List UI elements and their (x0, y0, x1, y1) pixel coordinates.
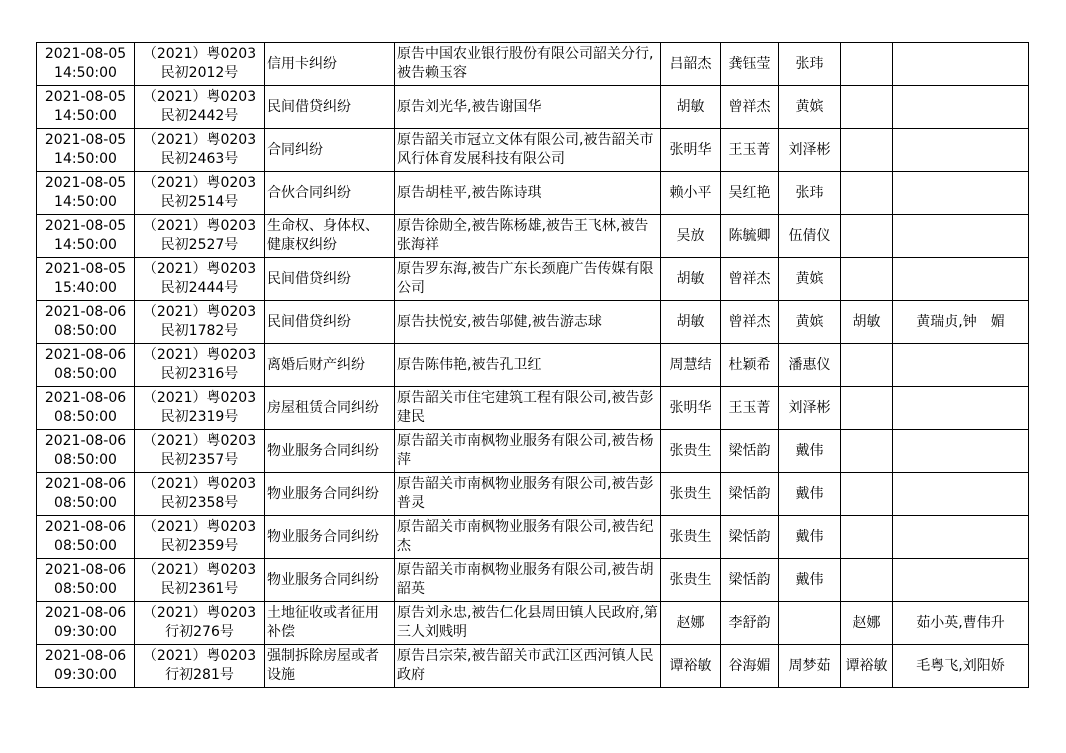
assistant-text: 黄嫔 (795, 98, 824, 115)
judge-text: 赵娜 (676, 614, 705, 631)
juror-cell (841, 516, 893, 559)
assistant-text: 周梦茹 (788, 657, 831, 674)
case-number-cell (135, 258, 265, 301)
judge-text: 周慧结 (669, 356, 712, 373)
judge-cell (661, 473, 721, 516)
clerk-cell (721, 387, 779, 430)
table-row (37, 344, 1029, 387)
juror-cell (841, 473, 893, 516)
other-members-cell (893, 387, 1029, 430)
table-row (37, 43, 1029, 86)
case-cause-cell (265, 172, 395, 215)
parties-text: 原告韶关市南枫物业服务有限公司,被告胡韶英 (397, 562, 654, 597)
hearing-datetime-text: 2021-08-06 (44, 605, 127, 621)
other-members-cell (893, 258, 1029, 301)
other-members-text: 茹小英,曹伟升 (916, 614, 1005, 631)
judge-text: 胡敏 (676, 313, 705, 330)
assistant-text: 黄嫔 (795, 313, 824, 330)
juror-cell (841, 86, 893, 129)
juror-cell (841, 559, 893, 602)
case-cause-cell (265, 473, 395, 516)
hearing-datetime-cell (37, 129, 135, 172)
parties-cell (395, 473, 661, 516)
hearing-datetime-cell (37, 258, 135, 301)
table-row (37, 602, 1029, 645)
case-number-cell (135, 129, 265, 172)
judge-cell (661, 301, 721, 344)
table-row (37, 645, 1029, 688)
case-cause-cell (265, 645, 395, 688)
parties-text: 原告徐勋全,被告陈杨雄,被告王飞林,被告张海祥 (397, 218, 649, 253)
clerk-text: 曾祥杰 (728, 270, 771, 287)
table-row (37, 215, 1029, 258)
judge-text: 吴放 (676, 227, 705, 244)
judge-cell (661, 645, 721, 688)
case-number-text: 行初281号 (165, 667, 234, 683)
case-number-text: 民初2012号 (160, 65, 239, 81)
hearing-datetime-text: 2021-08-05 (44, 261, 127, 277)
case-cause-text: 合伙合同纠纷 (267, 184, 351, 201)
parties-cell (395, 645, 661, 688)
assistant-cell (779, 258, 841, 301)
case-number-cell (135, 301, 265, 344)
parties-cell (395, 129, 661, 172)
case-number-text: 民初2361号 (160, 581, 239, 597)
hearing-datetime-text: 2021-08-06 (44, 390, 127, 406)
hearing-datetime-cell (37, 172, 135, 215)
case-cause-text: 物业服务合同纠纷 (267, 571, 379, 588)
clerk-text: 梁恬韵 (728, 442, 771, 459)
clerk-cell (721, 301, 779, 344)
case-number-text: 民初2357号 (160, 452, 239, 468)
case-number-text: （2021）粤0203 (142, 175, 257, 191)
case-cause-text: 信用卡纠纷 (267, 55, 337, 72)
clerk-cell (721, 602, 779, 645)
parties-cell (395, 215, 661, 258)
juror-text: 赵娜 (852, 614, 881, 631)
hearing-datetime-cell (37, 86, 135, 129)
parties-text: 原告中国农业银行股份有限公司韶关分行,被告赖玉容 (397, 46, 654, 81)
case-number-text: 民初1782号 (160, 323, 239, 339)
hearing-datetime-text: 2021-08-05 (44, 132, 127, 148)
clerk-text: 曾祥杰 (728, 98, 771, 115)
clerk-text: 杜颖希 (728, 356, 771, 373)
clerk-text: 陈毓卿 (728, 227, 771, 244)
assistant-text: 刘泽彬 (788, 141, 831, 158)
case-number-text: 民初2316号 (160, 366, 239, 382)
case-cause-cell (265, 86, 395, 129)
clerk-text: 王玉菁 (728, 141, 771, 158)
clerk-cell (721, 645, 779, 688)
case-number-text: 民初2359号 (160, 538, 239, 554)
other-members-cell (893, 86, 1029, 129)
parties-text: 原告韶关市南枫物业服务有限公司,被告彭普灵 (397, 476, 654, 511)
case-number-text: （2021）粤0203 (142, 347, 257, 363)
hearing-datetime-text: 09:30:00 (54, 624, 117, 640)
case-number-text: （2021）粤0203 (142, 218, 257, 234)
judge-cell (661, 172, 721, 215)
parties-text: 原告罗东海,被告广东长颈鹿广告传媒有限公司 (397, 261, 654, 296)
clerk-cell (721, 86, 779, 129)
judge-cell (661, 258, 721, 301)
case-cause-text: 强制拆除房屋或者设施 (267, 648, 379, 683)
case-cause-cell (265, 430, 395, 473)
assistant-cell (779, 172, 841, 215)
case-cause-text: 离婚后财产纠纷 (267, 356, 365, 373)
judge-cell (661, 215, 721, 258)
case-number-text: （2021）粤0203 (142, 519, 257, 535)
assistant-cell (779, 430, 841, 473)
hearing-datetime-text: 08:50:00 (54, 452, 117, 468)
case-number-text: 民初2463号 (160, 151, 239, 167)
judge-cell (661, 43, 721, 86)
assistant-cell (779, 602, 841, 645)
judge-text: 张贵生 (669, 442, 712, 459)
judge-cell (661, 129, 721, 172)
case-cause-text: 合同纠纷 (267, 141, 323, 158)
case-number-cell (135, 172, 265, 215)
other-members-text: 黄瑞贞,钟 媚 (916, 313, 1005, 330)
case-number-cell (135, 215, 265, 258)
parties-cell (395, 344, 661, 387)
table-row (37, 430, 1029, 473)
clerk-cell (721, 559, 779, 602)
other-members-cell (893, 430, 1029, 473)
clerk-text: 梁恬韵 (728, 485, 771, 502)
parties-cell (395, 301, 661, 344)
other-members-cell (893, 602, 1029, 645)
hearing-datetime-text: 2021-08-05 (44, 175, 127, 191)
clerk-cell (721, 344, 779, 387)
parties-text: 原告韶关市住宅建筑工程有限公司,被告彭建民 (397, 390, 654, 425)
judge-text: 张贵生 (669, 528, 712, 545)
judge-cell (661, 559, 721, 602)
hearing-datetime-text: 2021-08-06 (44, 347, 127, 363)
judge-text: 胡敏 (676, 98, 705, 115)
other-members-cell (893, 172, 1029, 215)
other-members-text: 毛粤飞,刘阳娇 (916, 657, 1005, 674)
parties-cell (395, 430, 661, 473)
clerk-text: 吴红艳 (728, 184, 771, 201)
clerk-text: 曾祥杰 (728, 313, 771, 330)
case-number-text: （2021）粤0203 (142, 648, 257, 664)
judge-text: 吕韶杰 (669, 55, 712, 72)
assistant-text: 张玮 (795, 184, 824, 201)
hearing-datetime-text: 14:50:00 (54, 108, 117, 124)
table-row (37, 172, 1029, 215)
hearing-datetime-text: 14:50:00 (54, 65, 117, 81)
hearing-datetime-text: 08:50:00 (54, 409, 117, 425)
case-number-cell (135, 602, 265, 645)
case-number-cell (135, 344, 265, 387)
hearing-datetime-text: 2021-08-06 (44, 519, 127, 535)
case-number-text: 民初2442号 (160, 108, 239, 124)
parties-text: 原告胡桂平,被告陈诗琪 (397, 184, 542, 201)
juror-cell (841, 645, 893, 688)
parties-text: 原告韶关市南枫物业服务有限公司,被告杨萍 (397, 433, 654, 468)
parties-cell (395, 258, 661, 301)
juror-cell (841, 215, 893, 258)
parties-text: 原告韶关市冠立文体有限公司,被告韶关市风行体育发展科技有限公司 (397, 132, 654, 167)
parties-text: 原告韶关市南枫物业服务有限公司,被告纪杰 (397, 519, 654, 554)
assistant-text: 刘泽彬 (788, 399, 831, 416)
hearing-datetime-text: 2021-08-05 (44, 218, 127, 234)
clerk-text: 梁恬韵 (728, 571, 771, 588)
case-cause-text: 生命权、身体权、健康权纠纷 (267, 218, 379, 253)
hearing-datetime-text: 2021-08-06 (44, 562, 127, 578)
hearing-datetime-text: 2021-08-06 (44, 304, 127, 320)
hearing-datetime-text: 2021-08-06 (44, 648, 127, 664)
other-members-cell (893, 559, 1029, 602)
assistant-text: 戴伟 (795, 442, 824, 459)
case-number-text: （2021）粤0203 (142, 261, 257, 277)
hearing-datetime-text: 2021-08-05 (44, 46, 127, 62)
case-number-text: 行初276号 (165, 624, 234, 640)
case-number-text: （2021）粤0203 (142, 390, 257, 406)
assistant-cell (779, 473, 841, 516)
other-members-cell (893, 516, 1029, 559)
case-number-cell (135, 86, 265, 129)
judge-cell (661, 344, 721, 387)
parties-text: 原告扶悦安,被告邬健,被告游志球 (397, 313, 602, 330)
hearing-datetime-cell (37, 430, 135, 473)
case-number-cell (135, 473, 265, 516)
clerk-text: 梁恬韵 (728, 528, 771, 545)
clerk-cell (721, 172, 779, 215)
table-row (37, 559, 1029, 602)
case-cause-cell (265, 43, 395, 86)
judge-text: 张贵生 (669, 571, 712, 588)
juror-cell (841, 602, 893, 645)
other-members-cell (893, 645, 1029, 688)
hearing-datetime-text: 14:50:00 (54, 194, 117, 210)
juror-cell (841, 301, 893, 344)
juror-text: 谭裕敏 (845, 657, 888, 674)
hearing-datetime-cell (37, 43, 135, 86)
hearing-datetime-text: 2021-08-05 (44, 89, 127, 105)
case-cause-text: 土地征收或者征用补偿 (267, 605, 379, 640)
case-number-cell (135, 387, 265, 430)
assistant-text: 张玮 (795, 55, 824, 72)
table-row (37, 301, 1029, 344)
clerk-text: 谷海媚 (728, 657, 771, 674)
assistant-cell (779, 301, 841, 344)
case-cause-text: 民间借贷纠纷 (267, 98, 351, 115)
other-members-cell (893, 473, 1029, 516)
case-cause-cell (265, 387, 395, 430)
judge-text: 张明华 (669, 399, 712, 416)
assistant-cell (779, 43, 841, 86)
parties-cell (395, 86, 661, 129)
juror-cell (841, 129, 893, 172)
case-number-text: （2021）粤0203 (142, 433, 257, 449)
hearing-datetime-cell (37, 344, 135, 387)
hearing-datetime-text: 14:50:00 (54, 151, 117, 167)
assistant-cell (779, 645, 841, 688)
case-number-text: 民初2444号 (160, 280, 239, 296)
hearing-datetime-text: 08:50:00 (54, 581, 117, 597)
case-cause-cell (265, 559, 395, 602)
hearing-datetime-cell (37, 301, 135, 344)
parties-cell (395, 516, 661, 559)
parties-cell (395, 602, 661, 645)
hearing-datetime-cell (37, 645, 135, 688)
judge-text: 张明华 (669, 141, 712, 158)
assistant-text: 黄嫔 (795, 270, 824, 287)
table-row (37, 86, 1029, 129)
parties-text: 原告陈伟艳,被告孔卫红 (397, 356, 542, 373)
clerk-cell (721, 473, 779, 516)
case-number-text: （2021）粤0203 (142, 46, 257, 62)
assistant-text: 伍倩仪 (788, 227, 831, 244)
clerk-cell (721, 258, 779, 301)
juror-cell (841, 387, 893, 430)
case-cause-cell (265, 258, 395, 301)
case-cause-text: 物业服务合同纠纷 (267, 528, 379, 545)
judge-cell (661, 430, 721, 473)
table-row (37, 516, 1029, 559)
case-cause-text: 房屋租赁合同纠纷 (267, 399, 379, 416)
juror-cell (841, 172, 893, 215)
assistant-cell (779, 387, 841, 430)
hearing-datetime-cell (37, 602, 135, 645)
case-cause-text: 民间借贷纠纷 (267, 270, 351, 287)
case-cause-text: 物业服务合同纠纷 (267, 442, 379, 459)
case-number-text: 民初2358号 (160, 495, 239, 511)
hearing-datetime-text: 08:50:00 (54, 323, 117, 339)
other-members-cell (893, 215, 1029, 258)
hearing-datetime-cell (37, 215, 135, 258)
parties-cell (395, 43, 661, 86)
assistant-text: 戴伟 (795, 528, 824, 545)
judge-text: 赖小平 (669, 184, 712, 201)
hearing-datetime-text: 2021-08-06 (44, 476, 127, 492)
assistant-cell (779, 129, 841, 172)
case-cause-text: 民间借贷纠纷 (267, 313, 351, 330)
case-cause-cell (265, 516, 395, 559)
clerk-cell (721, 430, 779, 473)
hearing-datetime-cell (37, 559, 135, 602)
hearing-datetime-text: 15:40:00 (54, 280, 117, 296)
hearing-datetime-cell (37, 516, 135, 559)
case-number-text: （2021）粤0203 (142, 605, 257, 621)
hearing-datetime-cell (37, 473, 135, 516)
case-number-cell (135, 516, 265, 559)
case-number-cell (135, 559, 265, 602)
assistant-cell (779, 516, 841, 559)
table-row (37, 387, 1029, 430)
judge-cell (661, 516, 721, 559)
case-number-text: （2021）粤0203 (142, 476, 257, 492)
hearing-datetime-text: 08:50:00 (54, 538, 117, 554)
hearing-schedule-table (36, 42, 1029, 688)
juror-cell (841, 430, 893, 473)
case-number-cell (135, 645, 265, 688)
clerk-cell (721, 129, 779, 172)
other-members-cell (893, 344, 1029, 387)
hearing-datetime-text: 08:50:00 (54, 495, 117, 511)
case-number-text: （2021）粤0203 (142, 304, 257, 320)
parties-text: 原告刘光华,被告谢国华 (397, 98, 542, 115)
clerk-cell (721, 43, 779, 86)
clerk-text: 龚钰莹 (728, 55, 771, 72)
hearing-datetime-text: 2021-08-06 (44, 433, 127, 449)
case-number-text: 民初2527号 (160, 237, 239, 253)
judge-text: 张贵生 (669, 485, 712, 502)
other-members-cell (893, 129, 1029, 172)
hearing-datetime-text: 14:50:00 (54, 237, 117, 253)
clerk-cell (721, 215, 779, 258)
juror-cell (841, 344, 893, 387)
case-cause-text: 物业服务合同纠纷 (267, 485, 379, 502)
hearing-datetime-text: 09:30:00 (54, 667, 117, 683)
judge-cell (661, 602, 721, 645)
case-number-text: 民初2319号 (160, 409, 239, 425)
table-row (37, 473, 1029, 516)
parties-cell (395, 387, 661, 430)
clerk-cell (721, 516, 779, 559)
assistant-text: 戴伟 (795, 485, 824, 502)
hearing-datetime-text: 08:50:00 (54, 366, 117, 382)
judge-text: 谭裕敏 (669, 657, 712, 674)
juror-text: 胡敏 (852, 313, 881, 330)
parties-cell (395, 559, 661, 602)
other-members-cell (893, 43, 1029, 86)
clerk-text: 李舒韵 (728, 614, 771, 631)
case-cause-cell (265, 215, 395, 258)
case-cause-cell (265, 344, 395, 387)
table-row (37, 258, 1029, 301)
judge-cell (661, 387, 721, 430)
hearing-datetime-cell (37, 387, 135, 430)
parties-text: 原告吕宗荣,被告韶关市武江区西河镇人民政府 (397, 648, 654, 683)
case-number-text: （2021）粤0203 (142, 89, 257, 105)
other-members-cell (893, 301, 1029, 344)
case-number-text: （2021）粤0203 (142, 132, 257, 148)
case-cause-cell (265, 301, 395, 344)
juror-cell (841, 43, 893, 86)
assistant-cell (779, 215, 841, 258)
table-row (37, 129, 1029, 172)
assistant-cell (779, 86, 841, 129)
assistant-cell (779, 559, 841, 602)
parties-text: 原告刘永忠,被告仁化县周田镇人民政府,第三人刘贱明 (397, 605, 658, 640)
assistant-text: 潘惠仪 (788, 356, 831, 373)
judge-cell (661, 86, 721, 129)
case-cause-cell (265, 602, 395, 645)
case-number-cell (135, 43, 265, 86)
parties-cell (395, 172, 661, 215)
judge-text: 胡敏 (676, 270, 705, 287)
case-number-text: （2021）粤0203 (142, 562, 257, 578)
juror-cell (841, 258, 893, 301)
case-number-cell (135, 430, 265, 473)
case-cause-cell (265, 129, 395, 172)
case-number-text: 民初2514号 (160, 194, 239, 210)
clerk-text: 王玉菁 (728, 399, 771, 416)
assistant-text: 戴伟 (795, 571, 824, 588)
assistant-cell (779, 344, 841, 387)
